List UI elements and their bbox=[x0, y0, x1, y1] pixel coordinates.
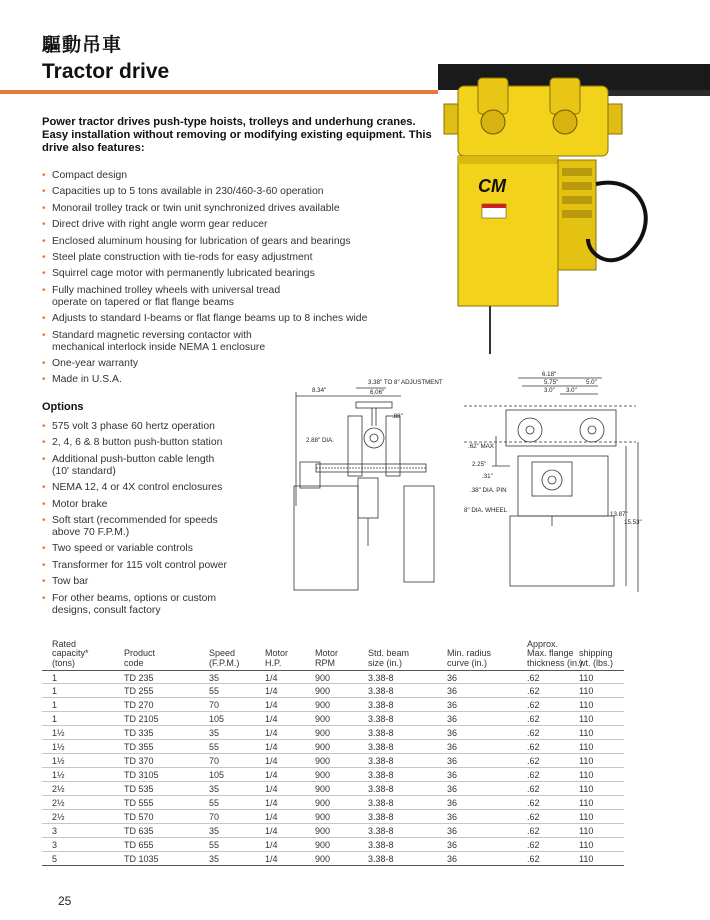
cell-capacity: 1½ bbox=[52, 728, 65, 738]
cell-speed: 35 bbox=[209, 673, 220, 683]
cell-capacity: 1 bbox=[52, 714, 58, 724]
dim-label: 13.87" bbox=[610, 511, 628, 518]
cell-code: TD 255 bbox=[124, 686, 154, 696]
cell-capacity: 2½ bbox=[52, 798, 65, 808]
cell-rpm: 900 bbox=[315, 756, 331, 766]
cell-radius: 36 bbox=[447, 798, 458, 808]
cell-hp: 1/4 bbox=[265, 840, 278, 850]
col-header-rpm: Motor RPM bbox=[315, 648, 339, 668]
table-row bbox=[42, 852, 624, 866]
table-row bbox=[42, 824, 624, 838]
table-row bbox=[42, 782, 624, 796]
cell-capacity: 1 bbox=[52, 686, 58, 696]
option-item: • 575 volt 3 phase 60 hertz operation bbox=[42, 421, 282, 433]
cell-radius: 36 bbox=[447, 714, 458, 724]
col-header-flange: Approx. Max. flange thickness (in.) bbox=[527, 638, 583, 668]
cell-speed: 35 bbox=[209, 784, 220, 794]
dim-label: 3.0" bbox=[544, 387, 555, 394]
cell-speed: 35 bbox=[209, 728, 220, 738]
cell-hp: 1/4 bbox=[265, 714, 278, 724]
option-item: • Tow bar bbox=[42, 576, 282, 588]
table-row bbox=[42, 712, 624, 726]
cell-radius: 36 bbox=[447, 812, 458, 822]
dim-label: 8.34" bbox=[312, 387, 327, 394]
cell-rpm: 900 bbox=[315, 826, 331, 836]
feature-item: • Made in U.S.A. bbox=[42, 374, 442, 386]
table-row bbox=[42, 726, 624, 740]
cell-shipping: 110 bbox=[579, 686, 594, 696]
table-row bbox=[42, 670, 624, 684]
cell-rpm: 900 bbox=[315, 686, 331, 696]
cell-shipping: 110 bbox=[579, 756, 594, 766]
cell-flange: .62 bbox=[527, 812, 540, 822]
cell-flange: .62 bbox=[527, 784, 540, 794]
col-header-speed: Speed (F.P.M.) bbox=[209, 648, 240, 668]
orange-divider bbox=[0, 90, 438, 94]
cell-radius: 36 bbox=[447, 728, 458, 738]
col-header-code: Product code bbox=[124, 648, 156, 668]
cell-rpm: 900 bbox=[315, 714, 331, 724]
feature-item: • Squirrel cage motor with permanently lubricated bearings bbox=[42, 268, 442, 280]
cell-rpm: 900 bbox=[315, 770, 331, 780]
cell-beam: 3.38-8 bbox=[368, 826, 394, 836]
cell-rpm: 900 bbox=[315, 673, 331, 683]
cell-flange: .62 bbox=[527, 673, 540, 683]
cell-rpm: 900 bbox=[315, 798, 331, 808]
cell-beam: 3.38-8 bbox=[368, 714, 394, 724]
cell-shipping: 110 bbox=[579, 784, 594, 794]
cell-hp: 1/4 bbox=[265, 756, 278, 766]
dim-label: 8" DIA. WHEEL bbox=[464, 507, 508, 514]
feature-item: • Fully machined trolley wheels with universal tread operate on tapered or flat flange beams bbox=[42, 285, 442, 309]
cell-shipping: 110 bbox=[579, 700, 594, 710]
option-item: • 2, 4, 6 & 8 button push-button station bbox=[42, 437, 282, 449]
cell-shipping: 110 bbox=[579, 770, 594, 780]
feature-item: • Standard magnetic reversing contactor with mechanical interlock inside NEMA 1 enclosure bbox=[42, 330, 442, 354]
cell-speed: 55 bbox=[209, 798, 220, 808]
option-item: • Soft start (recommended for speeds above 70 F.P.M.) bbox=[42, 515, 282, 539]
feature-item: • One-year warranty bbox=[42, 358, 442, 370]
table-body bbox=[42, 670, 624, 866]
cell-beam: 3.38-8 bbox=[368, 728, 394, 738]
cell-shipping: 110 bbox=[579, 854, 594, 864]
cell-rpm: 900 bbox=[315, 812, 331, 822]
cell-flange: .62 bbox=[527, 756, 540, 766]
cell-hp: 1/4 bbox=[265, 742, 278, 752]
cell-beam: 3.38-8 bbox=[368, 812, 394, 822]
cell-radius: 36 bbox=[447, 742, 458, 752]
cell-code: TD 3105 bbox=[124, 770, 159, 780]
col-header-radius: Min. radius curve (in.) bbox=[447, 648, 492, 668]
table-row bbox=[42, 740, 624, 754]
cell-beam: 3.38-8 bbox=[368, 840, 394, 850]
cell-hp: 1/4 bbox=[265, 728, 278, 738]
cell-hp: 1/4 bbox=[265, 700, 278, 710]
cell-flange: .62 bbox=[527, 798, 540, 808]
cell-capacity: 1 bbox=[52, 673, 58, 683]
feature-item: • Adjusts to standard I-beams or flat flange beams up to 8 inches wide bbox=[42, 313, 442, 325]
cell-speed: 70 bbox=[209, 756, 220, 766]
cell-hp: 1/4 bbox=[265, 854, 278, 864]
page-title: Tractor drive bbox=[42, 60, 170, 83]
cell-shipping: 110 bbox=[579, 742, 594, 752]
intro-text: Power tractor drives push-type hoists, trolleys and underhung cranes. Easy installation without removing or modifying existing equipment. This drive also features: bbox=[42, 116, 432, 154]
dim-label: 15.53" bbox=[624, 519, 642, 526]
cell-shipping: 110 bbox=[579, 826, 594, 836]
option-item: • NEMA 12, 4 or 4X control enclosures bbox=[42, 482, 282, 494]
feature-item: • Direct drive with right angle worm gear reducer bbox=[42, 219, 442, 231]
cell-beam: 3.38-8 bbox=[368, 770, 394, 780]
option-item: • Additional push-button cable length (10' standard) bbox=[42, 454, 282, 478]
col-header-hp: Motor H.P. bbox=[265, 648, 289, 668]
option-item: • For other beams, options or custom designs, consult factory bbox=[42, 593, 282, 617]
cell-capacity: 1 bbox=[52, 700, 58, 710]
cell-flange: .62 bbox=[527, 770, 540, 780]
cell-capacity: 1½ bbox=[52, 742, 65, 752]
cell-radius: 36 bbox=[447, 784, 458, 794]
cell-beam: 3.38-8 bbox=[368, 700, 394, 710]
cell-code: TD 355 bbox=[124, 742, 154, 752]
options-heading: Options bbox=[42, 401, 84, 413]
cell-speed: 105 bbox=[209, 770, 225, 780]
feature-item: • Capacities up to 5 tons available in 230/460-3-60 operation bbox=[42, 186, 442, 198]
dim-label: 3.38" TO 8" ADJUSTMENT bbox=[368, 379, 443, 386]
cell-radius: 36 bbox=[447, 700, 458, 710]
cell-hp: 1/4 bbox=[265, 673, 278, 683]
cell-shipping: 110 bbox=[579, 673, 594, 683]
spec-table bbox=[42, 640, 624, 866]
cell-flange: .62 bbox=[527, 728, 540, 738]
cell-shipping: 110 bbox=[579, 798, 594, 808]
cell-beam: 3.38-8 bbox=[368, 673, 394, 683]
cell-speed: 105 bbox=[209, 714, 225, 724]
cell-hp: 1/4 bbox=[265, 826, 278, 836]
cell-rpm: 900 bbox=[315, 742, 331, 752]
cell-shipping: 110 bbox=[579, 714, 594, 724]
cell-code: TD 535 bbox=[124, 784, 154, 794]
cell-radius: 36 bbox=[447, 854, 458, 864]
cell-flange: .62 bbox=[527, 826, 540, 836]
cell-hp: 1/4 bbox=[265, 784, 278, 794]
option-item: • Two speed or variable controls bbox=[42, 543, 282, 555]
cell-code: TD 655 bbox=[124, 840, 154, 850]
feature-item: • Monorail trolley track or twin unit synchronized drives available bbox=[42, 203, 442, 215]
cell-hp: 1/4 bbox=[265, 812, 278, 822]
dim-label: 6.18" bbox=[542, 371, 557, 378]
cell-capacity: 1½ bbox=[52, 770, 65, 780]
cell-radius: 36 bbox=[447, 826, 458, 836]
cell-speed: 55 bbox=[209, 686, 220, 696]
table-header bbox=[42, 640, 624, 670]
features-list bbox=[42, 170, 442, 391]
cell-radius: 36 bbox=[447, 770, 458, 780]
dim-label: .38" DIA. PIN bbox=[470, 487, 507, 494]
cell-radius: 36 bbox=[447, 673, 458, 683]
dim-label: .31" bbox=[482, 473, 493, 480]
cell-hp: 1/4 bbox=[265, 798, 278, 808]
cell-radius: 36 bbox=[447, 840, 458, 850]
tractor-drive-photo bbox=[438, 64, 710, 354]
feature-item: • Enclosed aluminum housing for lubrication of gears and bearings bbox=[42, 236, 442, 248]
cell-beam: 3.38-8 bbox=[368, 756, 394, 766]
cell-code: TD 635 bbox=[124, 826, 154, 836]
cell-code: TD 2105 bbox=[124, 714, 159, 724]
dim-label: 5.75" bbox=[544, 379, 559, 386]
cell-flange: .62 bbox=[527, 700, 540, 710]
table-row bbox=[42, 810, 624, 824]
dim-label: 2.88" DIA. bbox=[306, 437, 334, 444]
cell-shipping: 110 bbox=[579, 812, 594, 822]
cell-shipping: 110 bbox=[579, 840, 594, 850]
cm-logo: CM bbox=[478, 176, 506, 196]
cell-radius: 36 bbox=[447, 756, 458, 766]
cell-code: TD 235 bbox=[124, 673, 154, 683]
col-header-beam: Std. beam size (in.) bbox=[368, 648, 410, 668]
feature-item: • Steel plate construction with tie-rods for easy adjustment bbox=[42, 252, 442, 264]
cell-rpm: 900 bbox=[315, 840, 331, 850]
dimension-drawing bbox=[286, 366, 676, 598]
cell-rpm: 900 bbox=[315, 728, 331, 738]
page-number: 25 bbox=[58, 894, 72, 908]
cell-shipping: 110 bbox=[579, 728, 594, 738]
cell-flange: .62 bbox=[527, 854, 540, 864]
dim-label: .62" MAX bbox=[468, 443, 494, 450]
cell-hp: 1/4 bbox=[265, 770, 278, 780]
cell-rpm: 900 bbox=[315, 700, 331, 710]
cell-beam: 3.38-8 bbox=[368, 854, 394, 864]
option-item: • Transformer for 115 volt control power bbox=[42, 560, 282, 572]
cell-capacity: 5 bbox=[52, 854, 58, 864]
option-item: • Motor brake bbox=[42, 499, 282, 511]
cell-code: TD 570 bbox=[124, 812, 154, 822]
cell-hp: 1/4 bbox=[265, 686, 278, 696]
cell-capacity: 3 bbox=[52, 840, 58, 850]
feature-item: • Compact design bbox=[42, 170, 442, 182]
cell-speed: 70 bbox=[209, 812, 220, 822]
options-list bbox=[42, 421, 282, 621]
cell-capacity: 1½ bbox=[52, 756, 65, 766]
cell-beam: 3.38-8 bbox=[368, 798, 394, 808]
col-header-capacity: Rated capacity* (tons) bbox=[52, 638, 89, 668]
cell-code: TD 1035 bbox=[124, 854, 159, 864]
table-row bbox=[42, 796, 624, 810]
cell-radius: 36 bbox=[447, 686, 458, 696]
table-row bbox=[42, 684, 624, 698]
cell-flange: .62 bbox=[527, 840, 540, 850]
cell-speed: 35 bbox=[209, 826, 220, 836]
page-title-chinese: 驅動吊車 bbox=[42, 34, 123, 56]
table-row bbox=[42, 838, 624, 852]
cell-speed: 55 bbox=[209, 742, 220, 752]
cell-speed: 70 bbox=[209, 700, 220, 710]
cell-code: TD 270 bbox=[124, 700, 154, 710]
cell-code: TD 555 bbox=[124, 798, 154, 808]
cell-code: TD 335 bbox=[124, 728, 154, 738]
cell-beam: 3.38-8 bbox=[368, 742, 394, 752]
table-row bbox=[42, 754, 624, 768]
table-row bbox=[42, 768, 624, 782]
cell-capacity: 3 bbox=[52, 826, 58, 836]
cell-capacity: 2½ bbox=[52, 784, 65, 794]
table-row bbox=[42, 698, 624, 712]
cell-code: TD 370 bbox=[124, 756, 154, 766]
cell-rpm: 900 bbox=[315, 854, 331, 864]
dim-label: .88" bbox=[392, 413, 403, 420]
cell-flange: .62 bbox=[527, 742, 540, 752]
col-header-shipping: shipping wt. (lbs.) bbox=[579, 648, 614, 668]
cell-capacity: 2½ bbox=[52, 812, 65, 822]
dim-label: 3.0" bbox=[566, 387, 577, 394]
dim-label: 5.0" bbox=[586, 379, 597, 386]
dim-label: 2.25" bbox=[472, 461, 487, 468]
cell-flange: .62 bbox=[527, 714, 540, 724]
cell-beam: 3.38-8 bbox=[368, 686, 394, 696]
cell-speed: 55 bbox=[209, 840, 220, 850]
cell-speed: 35 bbox=[209, 854, 220, 864]
dim-label: 6.06" bbox=[370, 389, 385, 396]
cell-rpm: 900 bbox=[315, 784, 331, 794]
cell-beam: 3.38-8 bbox=[368, 784, 394, 794]
cell-flange: .62 bbox=[527, 686, 540, 696]
